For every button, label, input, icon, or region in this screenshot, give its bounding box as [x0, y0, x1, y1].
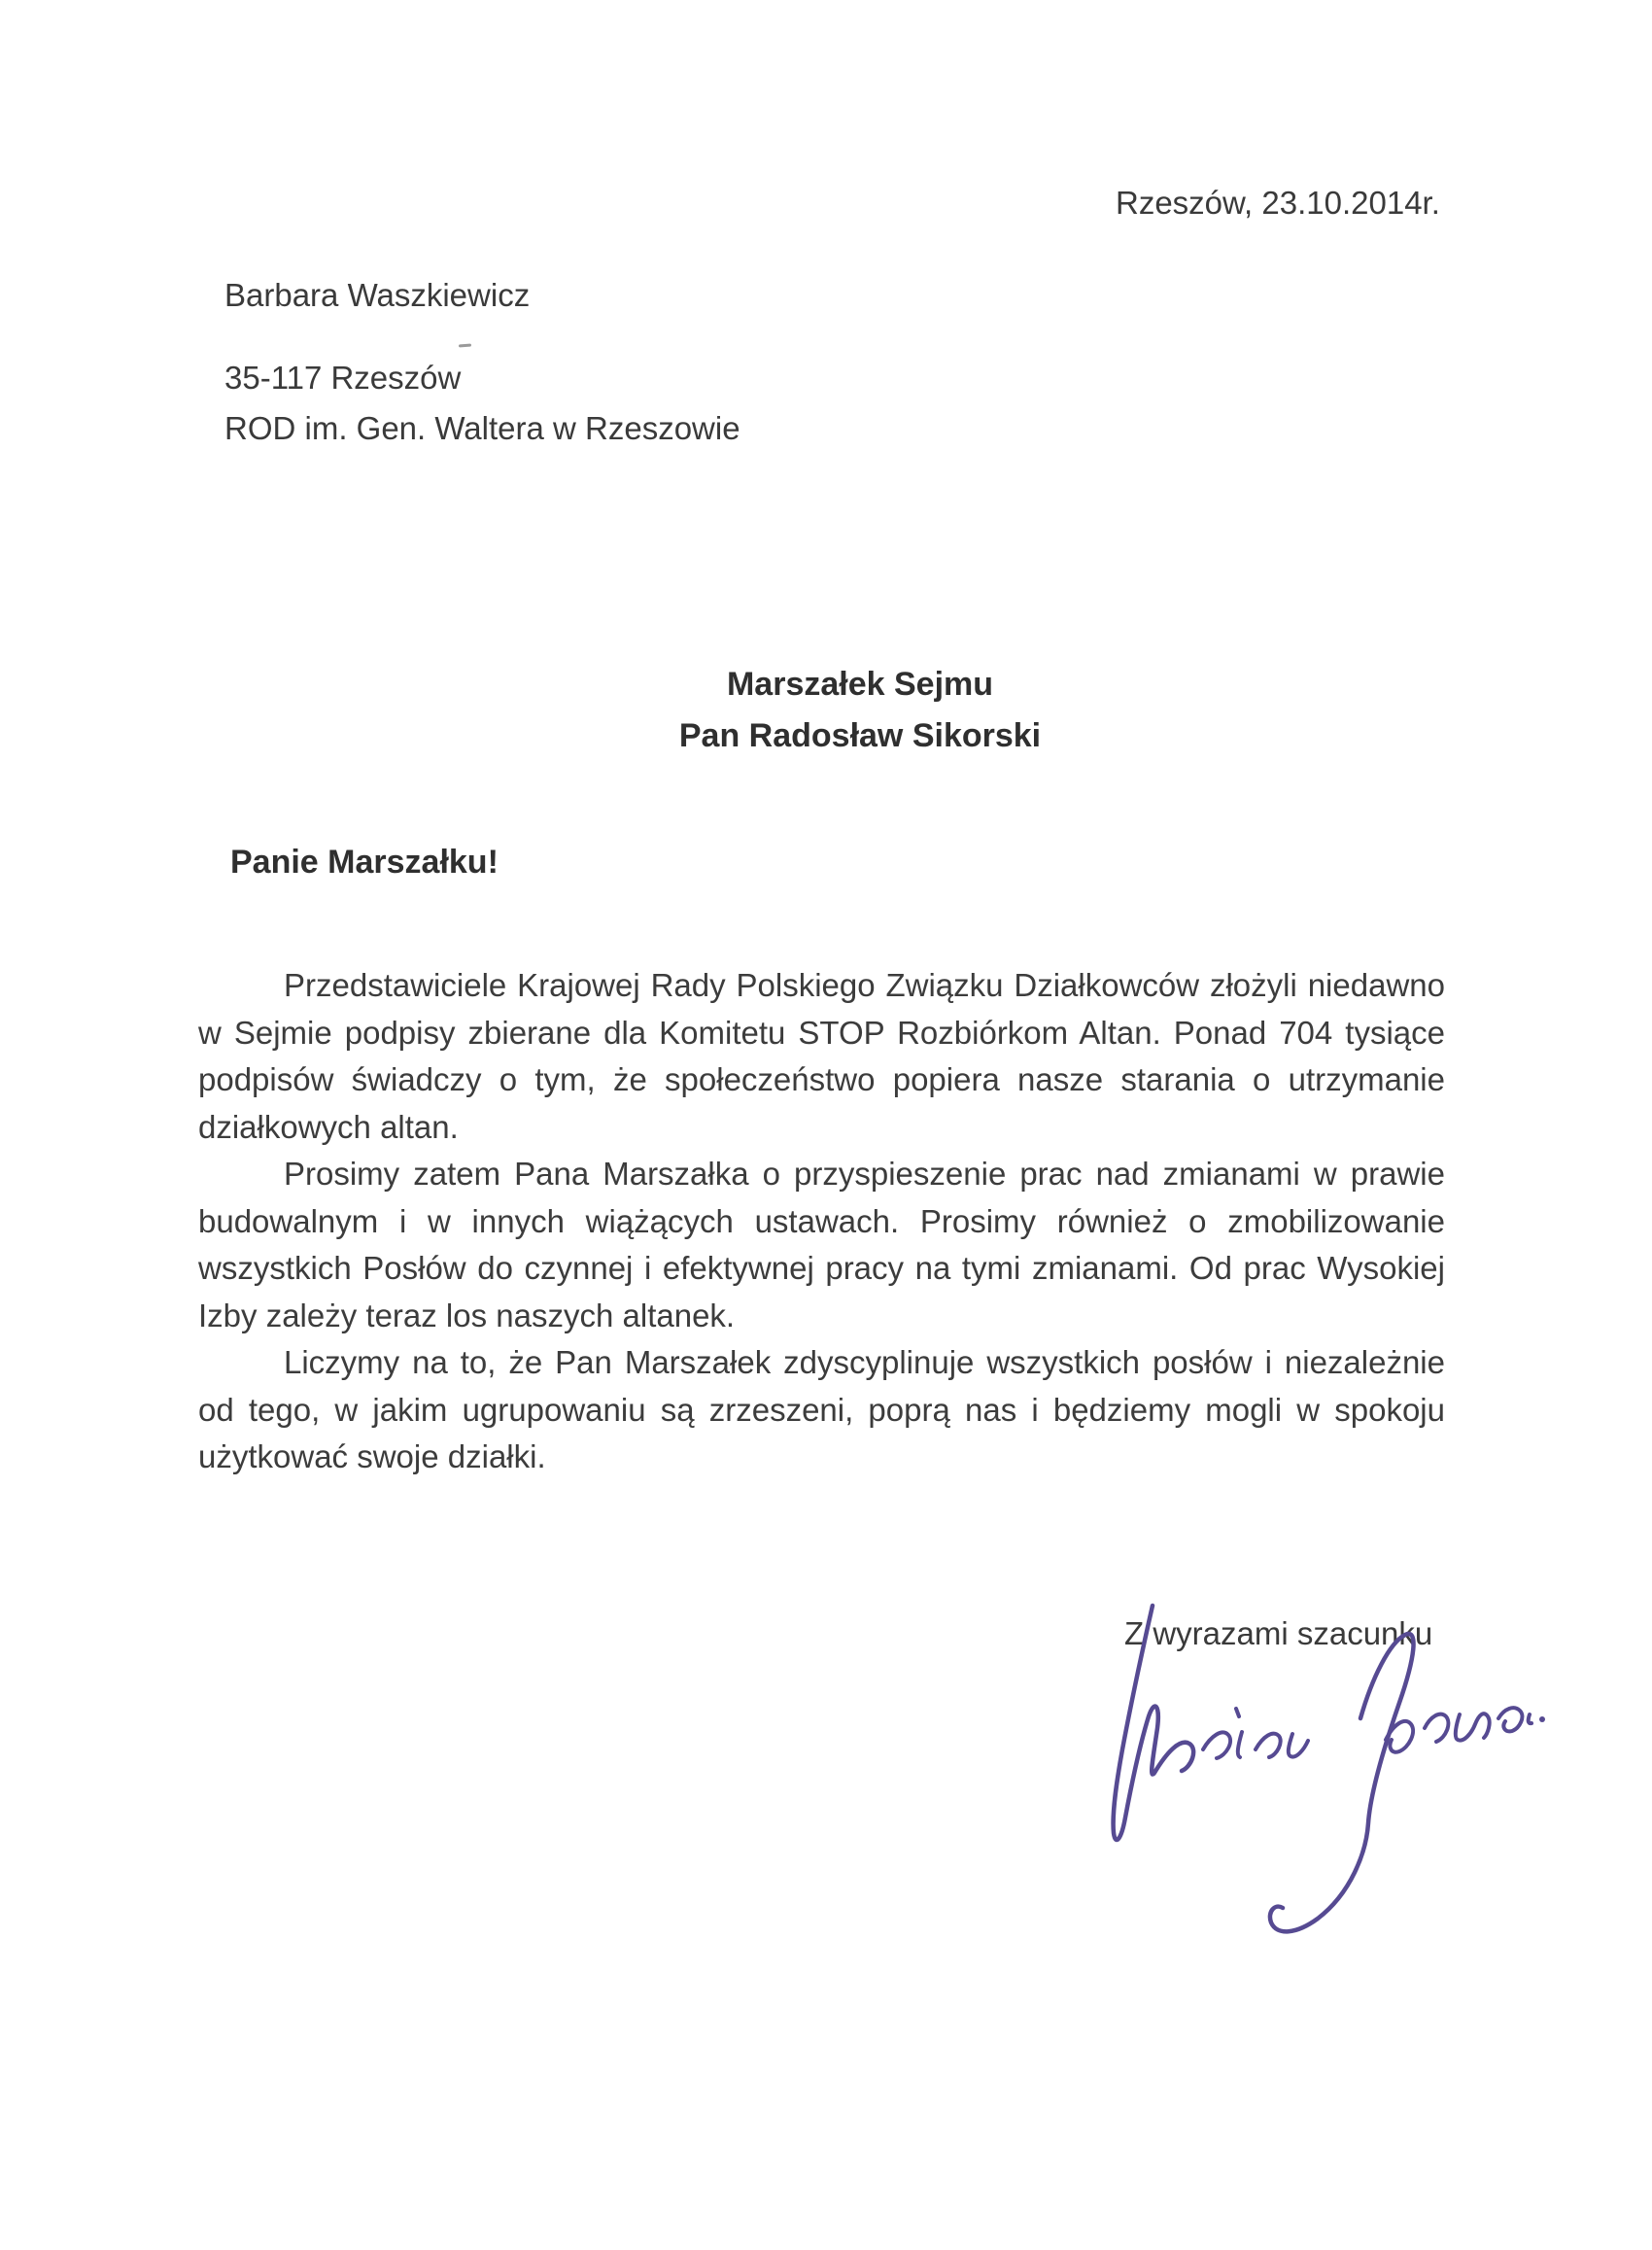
recipient-name: Pan Radosław Sikorski: [678, 717, 1042, 754]
date-line: Rzeszów, 23.10.2014r.: [1116, 185, 1440, 221]
recipient-block: [68, 659, 1652, 762]
handwritten-signature-ink: [1040, 1602, 1584, 1952]
letter-body: [198, 962, 1445, 1481]
sender-organization: ROD im. Gen. Waltera w Rzeszowie: [224, 410, 740, 446]
signature-period-dot: [1539, 1716, 1545, 1722]
salutation: Panie Marszałku!: [230, 844, 499, 881]
signature-stroke-first-word: [1203, 1709, 1308, 1758]
closing-phrase: Z wyrazami szacunku: [1124, 1615, 1433, 1651]
signature-stroke-initial: [1114, 1606, 1194, 1840]
sender-block: [224, 270, 740, 454]
sender-name: Barbara Waszkiewicz: [224, 277, 531, 313]
signature-stroke-second-word-detail: [1386, 1708, 1532, 1752]
body-paragraph: Prosimy zatem Pana Marszałka o przyspieszenie prac nad zmianami w prawie budowalnym i w innych wiążących ustawach. Prosimy również o zmobilizowanie wszystkich Posłów do czynnej i efektywnej pracy na tymi zmianami. Od prac Wysokiej Izby zależy teraz los naszych altanek.: [198, 1156, 1445, 1333]
body-paragraph: Przedstawiciele Krajowej Rady Polskiego Związku Działkowców złożyli niedawno w Sejmie podpisy zbierane dla Komitetu STOP Rozbiórkom Altan. Ponad 704 tysiące podpisów świadczy o tym, że społeczeństwo popiera nasze starania o utrzymanie działkowych altan.: [198, 967, 1445, 1145]
recipient-title: Marszałek Sejmu: [726, 666, 994, 703]
body-paragraph: Liczymy na to, że Pan Marszałek zdyscyplinuje wszystkich posłów i niezależnie od tego, w jakim ugrupowaniu są zrzeszeni, poprą nas i będziemy mogli w spokoju użytkować swoje działki.: [198, 1344, 1445, 1474]
sender-postal-code-city: 35-117 Rzeszów: [224, 360, 462, 396]
signature-stroke-second-word: [1270, 1634, 1414, 1931]
